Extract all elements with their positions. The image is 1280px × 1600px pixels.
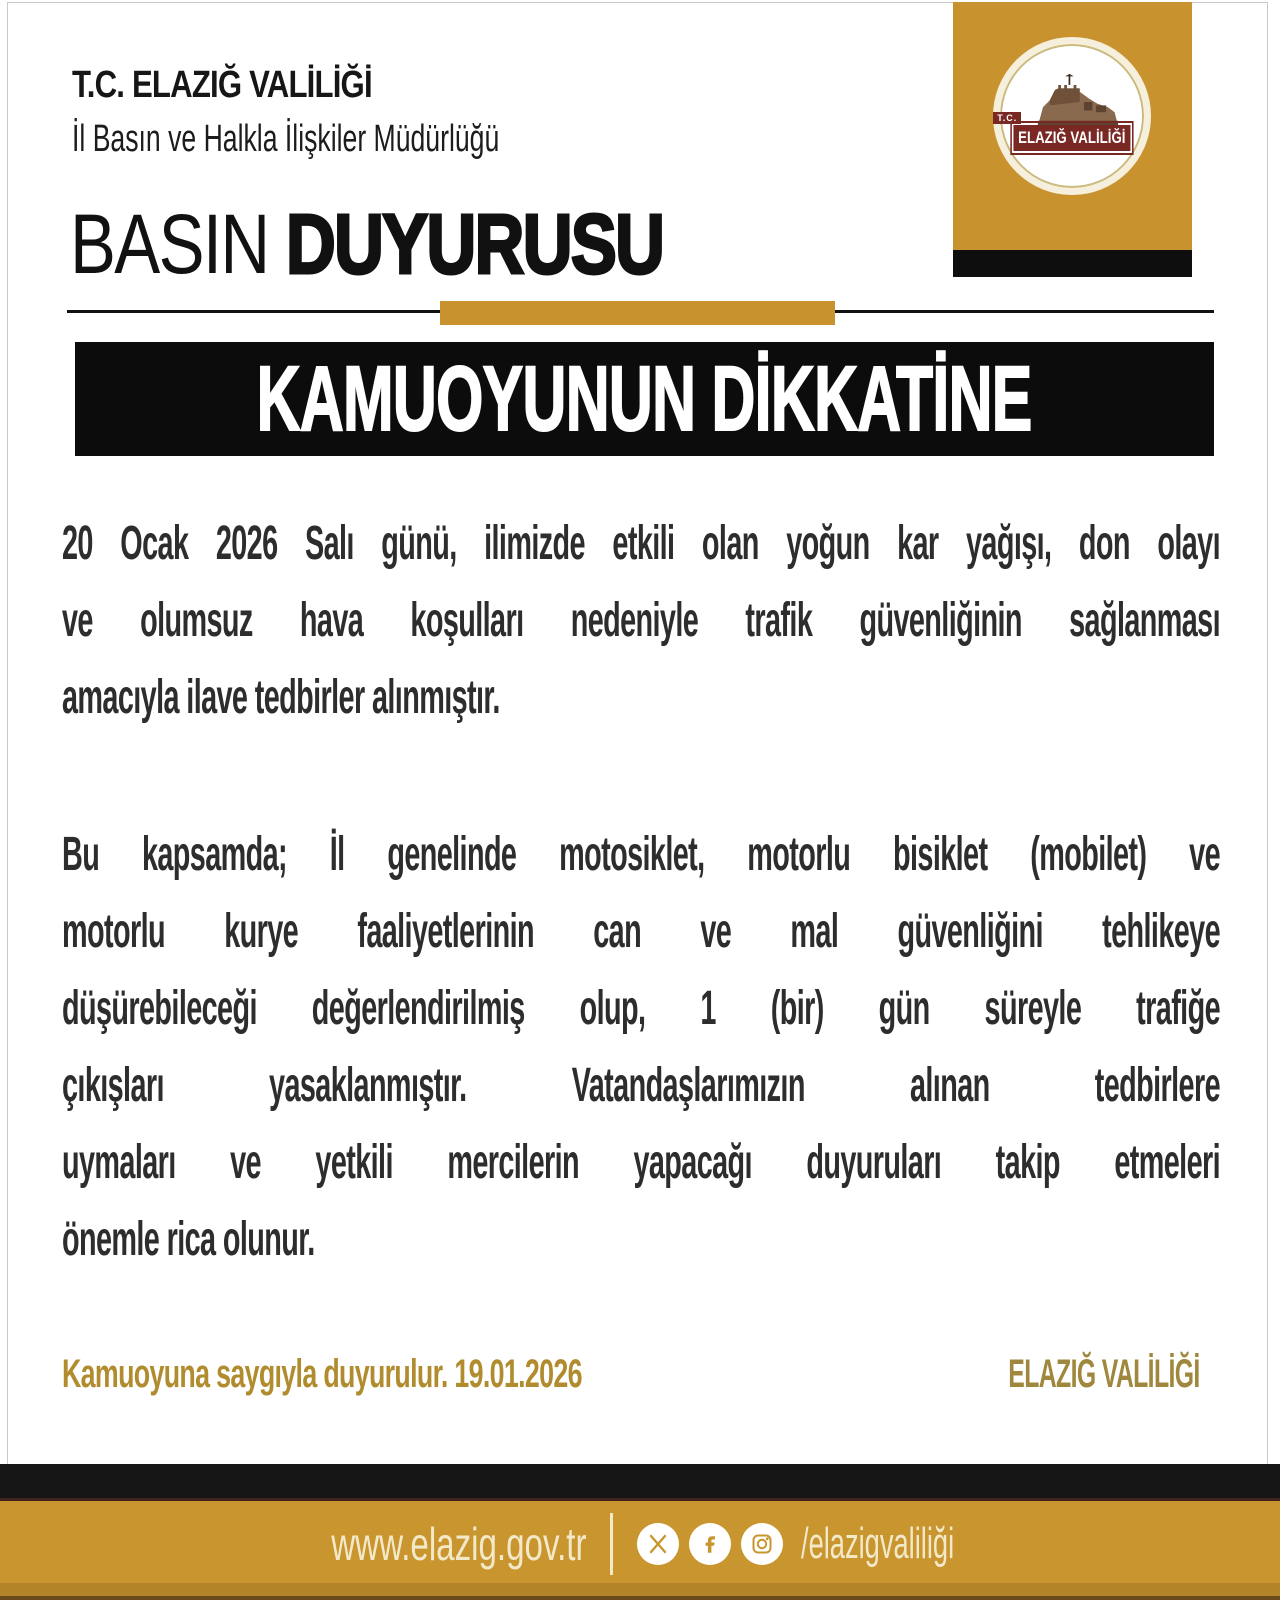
- page-title-regular: BASIN: [70, 197, 269, 291]
- banner-title: KAMUOYUNUN DİKKATİNE: [256, 347, 1033, 450]
- page-title: [70, 196, 663, 293]
- website-link[interactable]: www.elazig.gov.tr: [330, 1517, 587, 1570]
- signoff-row: [62, 1348, 1200, 1400]
- logo-name-label: ELAZIĞ VALİLİĞİ: [1014, 125, 1131, 151]
- footer-black-bar: [0, 1464, 1280, 1498]
- castle-icon: [1012, 73, 1132, 131]
- facebook-icon[interactable]: [689, 1523, 731, 1565]
- governorship-logo-box: [953, 2, 1192, 250]
- footer-shade-strip: [0, 1583, 1280, 1596]
- governorship-logo: [993, 37, 1151, 195]
- body-line: amacıyla ilave tedbirler alınmıştır.: [62, 671, 500, 724]
- body-line: motorlu kurye faaliyetlerinin can ve mal güvenliğini tehlikeye: [62, 905, 1220, 958]
- body-line: 20 Ocak 2026 Salı günü, ilimizde etkili olan yoğun kar yağışı, don olayı: [62, 517, 1220, 570]
- body-line: uymaları ve yetkili mercilerin yapacağı duyuruları takip etmeleri: [62, 1136, 1220, 1189]
- footer-bottom-edge: [0, 1596, 1280, 1600]
- social-icons-group: [637, 1523, 783, 1565]
- instagram-icon[interactable]: [741, 1523, 783, 1565]
- logo-tc-label: T.C.: [993, 112, 1021, 124]
- x-icon[interactable]: [637, 1523, 679, 1565]
- body-line: çıkışları yasaklanmıştır. Vatandaşlarımızın alınan tedbirlere: [62, 1059, 1220, 1112]
- paragraph-2: [62, 816, 1220, 1278]
- body-line: ve olumsuz hava koşulları nedeniyle trafik güvenliğinin sağlanması: [62, 594, 1220, 647]
- org-department: İl Basın ve Halkla İlişkiler Müdürlüğü: [72, 118, 500, 160]
- signoff-authority-text: ELAZIĞ VALİLİĞİ: [1008, 1351, 1200, 1396]
- org-name: T.C. ELAZIĞ VALİLİĞİ: [72, 64, 372, 106]
- body-line: önemle rica olunur.: [62, 1213, 315, 1266]
- social-handle[interactable]: /elazigvaliliği: [801, 1518, 955, 1568]
- announcement-banner: [75, 342, 1214, 456]
- paragraph-1: [62, 505, 1220, 736]
- signoff-date-text: Kamuoyuna saygıyla duyurulur. 19.01.2026: [62, 1351, 582, 1396]
- announcement-body: [62, 505, 1220, 1278]
- divider-gold-accent: [440, 301, 835, 325]
- footer-divider: [610, 1513, 613, 1575]
- body-line: Bu kapsamda; İl genelinde motosiklet, motorlu bisiklet (mobilet) ve: [62, 828, 1220, 881]
- body-line: düşürebileceği değerlendirilmiş olup, 1 (bir) gün süreyle trafiğe: [62, 982, 1220, 1035]
- logo-black-bar: [953, 250, 1192, 277]
- page-title-bold: DUYURUSU: [286, 197, 664, 291]
